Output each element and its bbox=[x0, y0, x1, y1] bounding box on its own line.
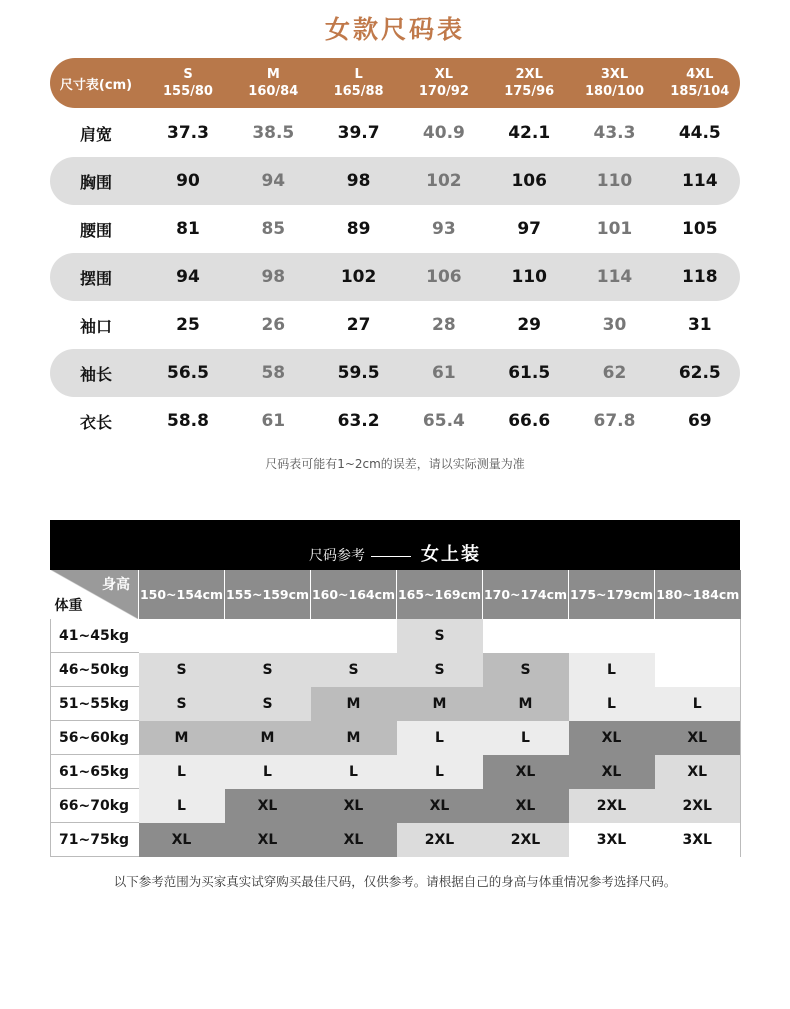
measurement-value: 61 bbox=[261, 411, 286, 431]
weight-range-label: 66~70kg bbox=[51, 789, 139, 823]
recommended-size-cell: L bbox=[225, 755, 311, 789]
size-spec: 165/88 bbox=[333, 84, 384, 99]
measurement-value: 30 bbox=[602, 315, 627, 335]
measurement-value: 114 bbox=[596, 267, 633, 287]
weight-range-label: 71~75kg bbox=[51, 823, 139, 857]
size-name: M bbox=[266, 67, 280, 82]
reference-grid bbox=[50, 570, 741, 857]
size-table-row bbox=[50, 109, 740, 157]
measurement-value: 58.8 bbox=[167, 411, 209, 431]
height-range-header: 180~184cm bbox=[655, 570, 741, 619]
measurement-label: 腰围 bbox=[79, 220, 112, 240]
recommended-size-cell: XL bbox=[655, 721, 741, 755]
size-column-header bbox=[402, 58, 486, 108]
recommended-size-cell: XL bbox=[483, 755, 569, 789]
size-table-row bbox=[50, 253, 740, 301]
height-range-header: 175~179cm bbox=[569, 570, 655, 619]
corner-height-label: 身高 bbox=[102, 577, 130, 593]
recommended-size-cell: M bbox=[483, 687, 569, 721]
weight-range-label: 61~65kg bbox=[51, 755, 139, 789]
measurement-value: 106 bbox=[511, 171, 547, 191]
size-spec: 185/104 bbox=[670, 84, 730, 99]
measurement-value: 94 bbox=[176, 267, 200, 287]
height-header-row bbox=[51, 570, 741, 619]
recommended-size-cell: S bbox=[225, 653, 311, 687]
size-name: 2XL bbox=[515, 67, 543, 82]
size-spec: 180/100 bbox=[584, 84, 645, 99]
size-table-row bbox=[50, 397, 740, 445]
measurement-value: 37.3 bbox=[167, 123, 209, 143]
recommended-size-cell: XL bbox=[483, 789, 569, 823]
measurement-value: 66.6 bbox=[508, 411, 551, 431]
size-table-row bbox=[50, 301, 740, 349]
measurement-value: 56.5 bbox=[167, 363, 209, 383]
measurement-value: 27 bbox=[346, 315, 371, 335]
weight-row bbox=[51, 789, 741, 823]
measurement-value: 106 bbox=[426, 267, 462, 287]
weight-row bbox=[51, 755, 741, 789]
measurement-value: 62 bbox=[602, 363, 627, 383]
measurement-label: 摆围 bbox=[79, 268, 112, 288]
measurement-value: 39.7 bbox=[337, 123, 380, 143]
reference-note: 以下参考范围为买家真实试穿购买最佳尺码，仅供参考。请根据自己的身高与体重情况参考选择尺码。 bbox=[113, 874, 677, 889]
title-dash bbox=[371, 556, 411, 557]
measurement-value: 63.2 bbox=[337, 411, 380, 431]
size-table-row bbox=[50, 205, 740, 253]
measurement-value: 118 bbox=[682, 267, 718, 287]
reference-title-prefix: 尺码参考 bbox=[309, 548, 365, 564]
recommended-size-cell: M bbox=[397, 687, 483, 721]
size-column-header bbox=[317, 58, 401, 108]
measurement-value: 44.5 bbox=[678, 123, 721, 143]
recommended-size-cell: XL bbox=[311, 823, 397, 857]
measurement-value: 38.5 bbox=[252, 123, 295, 143]
corner-cell bbox=[51, 570, 139, 619]
weight-row bbox=[51, 653, 741, 687]
measurement-value: 102 bbox=[426, 171, 462, 191]
size-table-row bbox=[50, 349, 740, 397]
measurement-value: 69 bbox=[687, 411, 712, 431]
size-table-row bbox=[50, 157, 740, 205]
weight-range-label: 51~55kg bbox=[51, 687, 139, 721]
measurement-value: 67.8 bbox=[593, 411, 636, 431]
recommended-size-cell: L bbox=[397, 721, 483, 755]
measurement-value: 25 bbox=[176, 315, 200, 335]
page-title: 女款尺码表 bbox=[324, 15, 465, 44]
recommended-size-cell bbox=[139, 619, 225, 653]
recommended-size-cell: L bbox=[139, 789, 225, 823]
measurement-value: 90 bbox=[176, 171, 200, 191]
measurement-value: 97 bbox=[517, 219, 542, 239]
size-name: S bbox=[183, 67, 193, 82]
recommended-size-cell: 2XL bbox=[397, 823, 483, 857]
recommended-size-cell: 3XL bbox=[569, 823, 655, 857]
recommended-size-cell: 2XL bbox=[483, 823, 569, 857]
recommended-size-cell bbox=[655, 619, 741, 653]
recommended-size-cell: XL bbox=[139, 823, 225, 857]
measurement-value: 28 bbox=[432, 315, 456, 335]
recommended-size-cell: S bbox=[397, 653, 483, 687]
corner-weight-label: 体重 bbox=[54, 598, 83, 614]
height-range-header: 165~169cm bbox=[397, 570, 483, 619]
measurement-value: 114 bbox=[682, 171, 718, 191]
size-spec: 170/92 bbox=[418, 84, 469, 99]
measurement-value: 105 bbox=[682, 219, 718, 239]
reference-header bbox=[50, 520, 740, 570]
size-spec: 160/84 bbox=[248, 84, 299, 99]
weight-row bbox=[51, 619, 741, 653]
recommended-size-cell bbox=[655, 653, 741, 687]
recommended-size-cell: S bbox=[225, 687, 311, 721]
measurement-value: 65.4 bbox=[422, 411, 465, 431]
measurement-value: 61.5 bbox=[508, 363, 551, 383]
measurement-value: 89 bbox=[346, 219, 371, 239]
recommended-size-cell: M bbox=[311, 721, 397, 755]
height-range-header: 155~159cm bbox=[225, 570, 311, 619]
weight-row bbox=[51, 823, 741, 857]
measurement-value: 43.3 bbox=[593, 123, 636, 143]
size-table-header bbox=[50, 58, 740, 108]
recommended-size-cell bbox=[569, 619, 655, 653]
recommended-size-cell bbox=[311, 619, 397, 653]
recommended-size-cell: XL bbox=[225, 789, 311, 823]
measurement-value: 59.5 bbox=[337, 363, 380, 383]
recommended-size-cell: XL bbox=[225, 823, 311, 857]
measurement-value: 29 bbox=[517, 315, 542, 335]
size-name: L bbox=[354, 67, 363, 82]
recommended-size-cell: L bbox=[397, 755, 483, 789]
recommended-size-cell: S bbox=[139, 687, 225, 721]
measurement-value: 98 bbox=[261, 267, 286, 287]
size-column-header bbox=[487, 58, 571, 108]
measurement-value: 98 bbox=[346, 171, 371, 191]
measurement-value: 101 bbox=[596, 219, 633, 239]
weight-range-label: 46~50kg bbox=[51, 653, 139, 687]
measurement-value: 58 bbox=[261, 363, 286, 383]
weight-row bbox=[51, 721, 741, 755]
recommended-size-cell: S bbox=[397, 619, 483, 653]
recommended-size-cell bbox=[225, 619, 311, 653]
size-table-note: 尺码表可能有1~2cm的误差，请以实际测量为准 bbox=[265, 457, 525, 471]
recommended-size-cell: M bbox=[139, 721, 225, 755]
measurement-value: 31 bbox=[687, 315, 712, 335]
recommended-size-cell: XL bbox=[311, 789, 397, 823]
size-column-header bbox=[573, 58, 657, 108]
size-name: XL bbox=[434, 67, 454, 82]
recommended-size-cell: XL bbox=[397, 789, 483, 823]
measurement-value: 81 bbox=[176, 219, 200, 239]
recommended-size-cell: L bbox=[655, 687, 741, 721]
recommended-size-cell bbox=[483, 619, 569, 653]
recommended-size-cell: 2XL bbox=[569, 789, 655, 823]
size-name: 4XL bbox=[686, 67, 714, 82]
size-spec: 175/96 bbox=[504, 84, 555, 99]
measurement-label: 胸围 bbox=[79, 172, 112, 192]
recommended-size-cell: S bbox=[139, 653, 225, 687]
measurement-value: 110 bbox=[596, 171, 633, 191]
height-range-header: 170~174cm bbox=[483, 570, 569, 619]
recommended-size-cell: L bbox=[569, 687, 655, 721]
reference-title-main: 女上装 bbox=[421, 544, 481, 565]
recommended-size-cell: XL bbox=[569, 755, 655, 789]
measurement-value: 94 bbox=[261, 171, 286, 191]
size-table-header-label: 尺寸表(cm) bbox=[59, 77, 133, 93]
weight-range-label: 56~60kg bbox=[51, 721, 139, 755]
recommended-size-cell: 2XL bbox=[655, 789, 741, 823]
measurement-value: 85 bbox=[261, 219, 286, 239]
measurement-value: 110 bbox=[511, 267, 547, 287]
reference-title bbox=[50, 540, 740, 566]
recommended-size-cell: XL bbox=[655, 755, 741, 789]
size-spec: 155/80 bbox=[163, 84, 213, 99]
measurement-value: 61 bbox=[432, 363, 456, 383]
measurement-label: 衣长 bbox=[79, 412, 112, 432]
recommended-size-cell: M bbox=[311, 687, 397, 721]
size-name: 3XL bbox=[600, 67, 629, 82]
weight-range-label: 41~45kg bbox=[51, 619, 139, 653]
size-column-header bbox=[146, 58, 230, 108]
measurement-value: 93 bbox=[432, 219, 456, 239]
weight-row bbox=[51, 687, 741, 721]
measurement-label: 袖长 bbox=[79, 364, 112, 384]
size-column-header bbox=[658, 58, 742, 108]
measurement-value: 40.9 bbox=[422, 123, 465, 143]
recommended-size-cell: M bbox=[225, 721, 311, 755]
recommended-size-cell: S bbox=[311, 653, 397, 687]
measurement-value: 102 bbox=[340, 267, 377, 287]
recommended-size-cell: XL bbox=[569, 721, 655, 755]
recommended-size-cell: L bbox=[483, 721, 569, 755]
height-range-header: 150~154cm bbox=[139, 570, 225, 619]
recommended-size-cell: L bbox=[139, 755, 225, 789]
measurement-value: 26 bbox=[261, 315, 286, 335]
height-range-header: 160~164cm bbox=[311, 570, 397, 619]
size-column-header bbox=[231, 58, 315, 108]
recommended-size-cell: L bbox=[311, 755, 397, 789]
measurement-label: 袖口 bbox=[79, 316, 112, 336]
measurement-label: 肩宽 bbox=[79, 124, 112, 144]
measurement-value: 42.1 bbox=[508, 123, 551, 143]
recommended-size-cell: L bbox=[569, 653, 655, 687]
recommended-size-cell: 3XL bbox=[655, 823, 741, 857]
recommended-size-cell: S bbox=[483, 653, 569, 687]
measurement-value: 62.5 bbox=[678, 363, 721, 383]
